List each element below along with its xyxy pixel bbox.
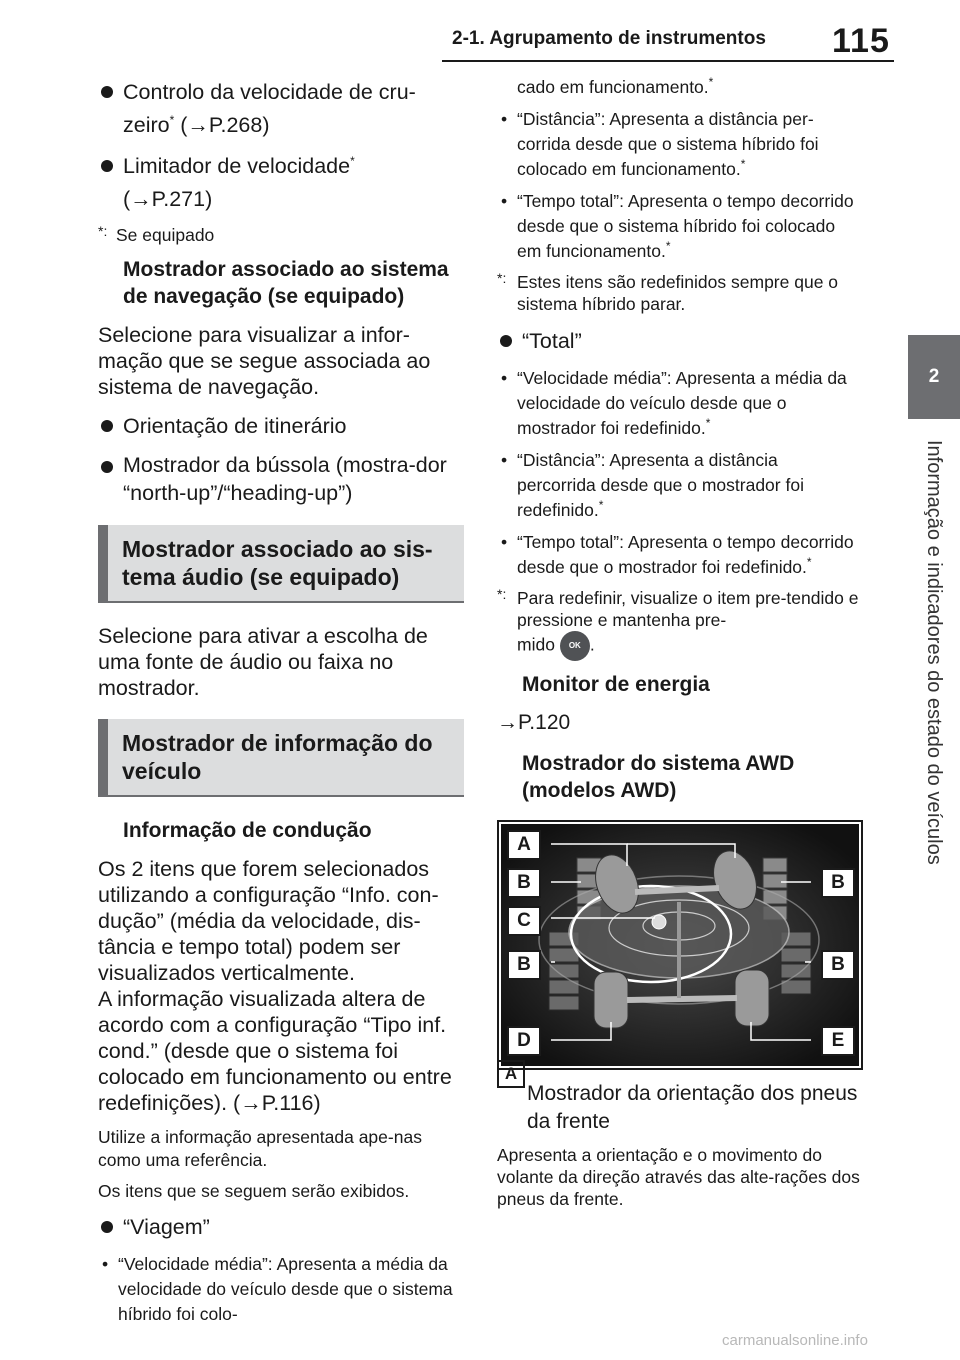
right-column [497,76,861,1218]
ok-button-icon: OK [560,631,590,661]
energy-monitor-heading: Monitor de energia [522,673,710,696]
items-note: Os itens que se seguem serão exibidos. [98,1181,410,1201]
label-e: E [821,1026,855,1056]
list-item: • “Tempo total”: Apresenta o tempo decorrido desde que o sistema híbrido foi colocado em funcionamento.* [497,189,861,264]
bullet-route-guidance: Orientação de itinerário [98,410,464,443]
bullet-cruise-control: Controlo da velocidade de cru- zeiro* (→P.268) [98,76,464,142]
label-b-left-bottom: B [507,950,541,980]
page-ref-link[interactable]: (→P.268) [174,113,270,137]
label-a: A [507,830,541,860]
chapter-side-title [909,440,959,940]
legend-a-body: Apresenta a orientação e o movimento do volante da direção através das alte-rações dos pneus da frente. [497,1145,860,1209]
footnote: *: Estes itens são redefinidos sempre que o sistema híbrido parar. [497,270,839,314]
left-column [98,76,464,1334]
list-item: • “Velocidade média”: Apresenta a média da velocidade do veículo desde que o mostrador foi redefinido.* [497,366,861,441]
bullet-speed-limiter: Limitador de velocidade* (→P.271) [98,150,464,216]
reference-note: Utilize a informação apresentada ape-nas como uma referência. [98,1127,422,1170]
page-number: 115 [832,22,890,60]
driving-info-body: Os 2 itens que forem selecionados utilizando a configuração “Info. con-dução” (média da velocidade, dis-tância e tempo total) podem ser visualizados verticalmente. [98,857,439,985]
footnote-reset: *: Para redefinir, visualize o item pre-tendido e pressione e mantenha pre- mido OK . [497,587,861,661]
section-heading-vehicle-info: Mostrador de informação do veículo [98,719,464,797]
audio-body: Selecione para ativar a escolha de uma fonte de áudio ou faixa no mostrador. [98,624,428,700]
label-b-right-bottom: B [821,950,855,980]
section-heading-audio: Mostrador associado ao sis-tema áudio (se equipado) [98,525,464,603]
bullet-compass: Mostrador da bússola (mostra-dor “north-up”/“heading-up”) [98,451,464,507]
list-item: • “Velocidade média”: Apresenta a média da velocidade do veículo desde que o sistema híbrido foi colo- [98,1252,464,1327]
label-c: C [507,906,541,936]
bullet-total: “Total” [497,325,861,358]
nav-heading: Mostrador associado ao sistema de navegação (se equipado) [123,258,449,308]
list-item: • “Distância”: Apresenta a distância percorrida desde que o mostrador foi redefinido.* [497,448,861,523]
label-b-left-top: B [507,868,541,898]
continued-text: cado em funcionamento.* [517,75,714,97]
chapter-number: 2 [928,366,940,387]
section-title: 2-1. Agrupamento de instrumentos [452,28,766,49]
chapter-tab[interactable] [908,335,960,419]
label-b-right-top: B [821,868,855,898]
footnote: *: Se equipado [98,223,215,245]
awd-display-diagram [497,820,863,1070]
list-item: • “Tempo total”: Apresenta o tempo decorrido desde que o mostrador foi redefinido.* [497,530,861,580]
legend-a: A Mostrador da orientação dos pneus da frente [497,1080,861,1136]
awd-heading: Mostrador do sistema AWD (modelos AWD) [522,752,795,802]
label-d: D [507,1026,541,1056]
nav-body: Selecione para visualizar a infor-mação que se segue associada ao sistema de navegação. [98,323,431,399]
list-item: • “Distância”: Apresenta a distância per-corrida desde que o sistema híbrido foi colocado em funcionamento.* [497,107,861,182]
page-ref-link[interactable]: (→P.271) [123,187,213,211]
header-rule [442,60,894,62]
awd-illustration [499,822,861,1068]
watermark: carmanualsonline.info [722,1332,868,1349]
driving-info-body-2: A informação visualizada altera de acordo com a configuração “Tipo inf. cond.” (desde que o sistema foi colocado em funcionamento ou entre redefinições). (→P.116) [98,987,452,1115]
page-ref-link[interactable]: →P.120 [497,711,571,734]
chapter-side-label: Informação e indicadores do estado do veículos [923,440,945,865]
bullet-trip: “Viagem” [98,1211,464,1244]
driving-info-heading: Informação de condução [123,819,372,842]
legend-a-tag: A [497,1060,525,1088]
